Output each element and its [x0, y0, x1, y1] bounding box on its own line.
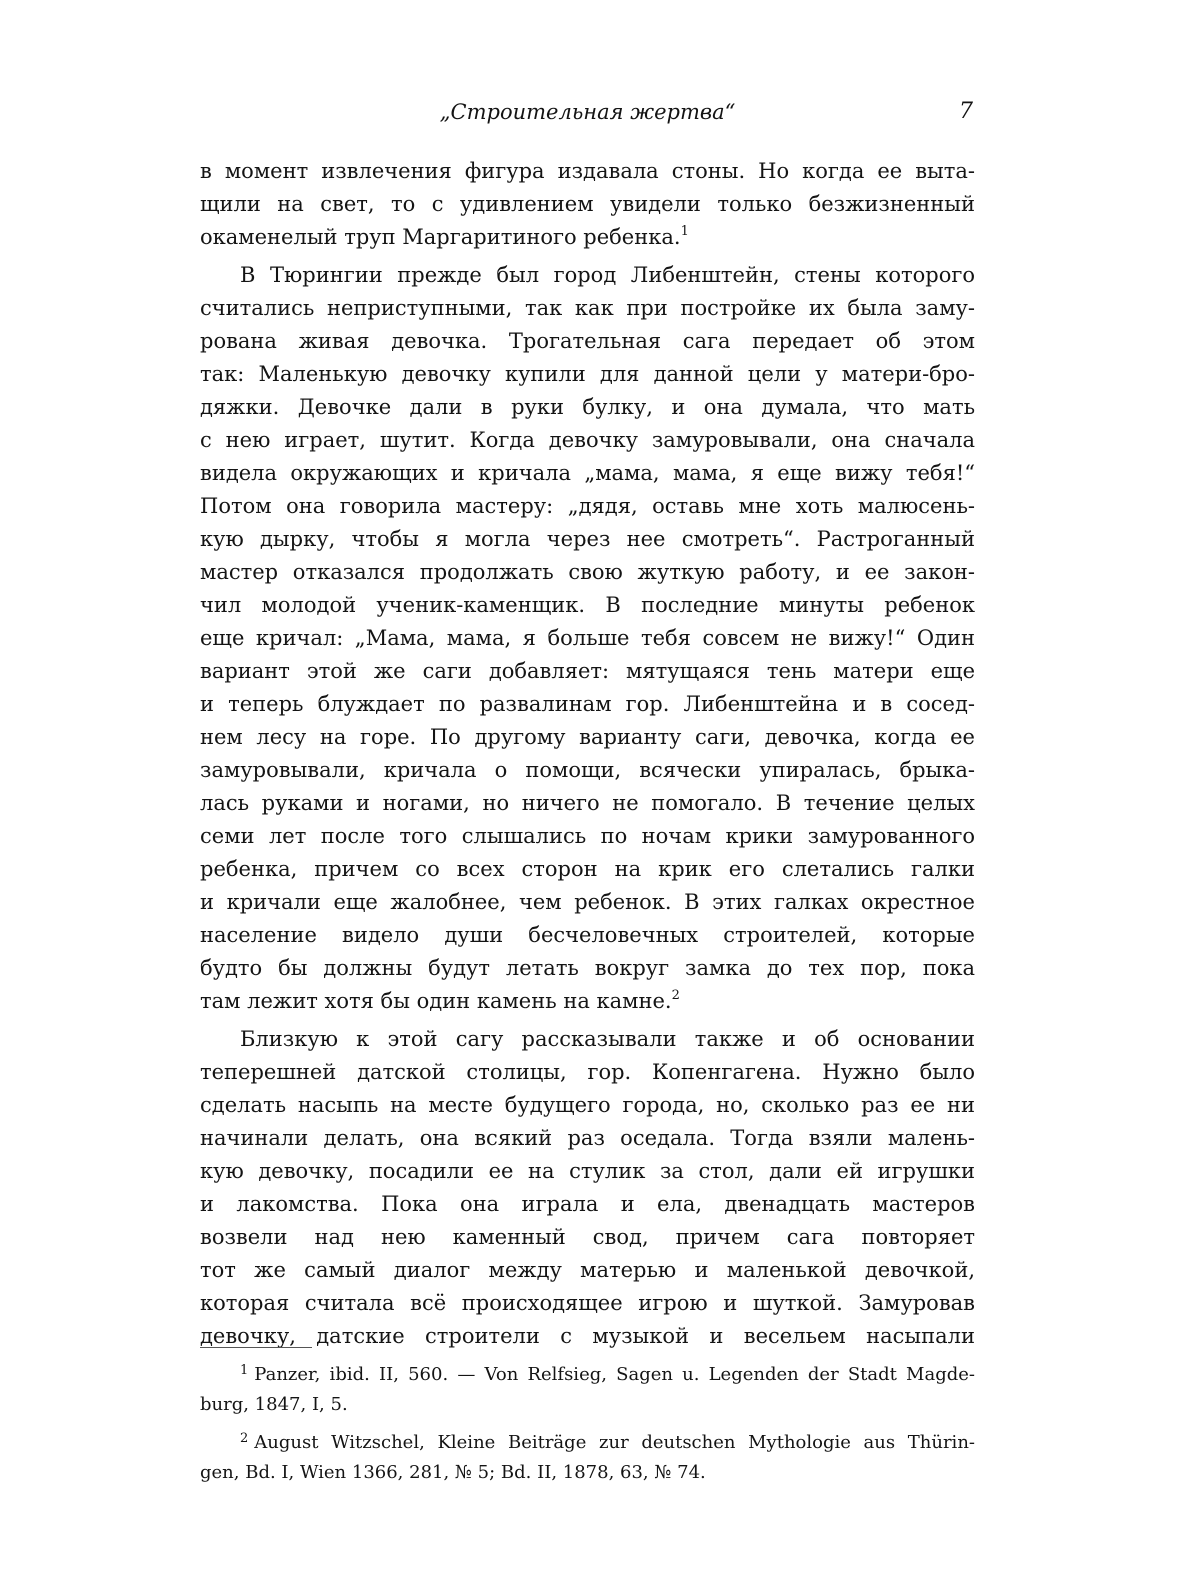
text-line: В Тюрингии прежде был город Либенштейн, стены которого — [240, 263, 975, 287]
text-line: считались неприступными, так как при постройке их была заму- — [200, 296, 975, 320]
running-title: „Строительная жертва“ — [439, 100, 736, 124]
text-line: семи лет после того слышались по ночам крики замурованного — [200, 824, 975, 848]
text-line: с нею играет, шутит. Когда девочку замуровывали, она сначала — [200, 428, 975, 452]
text-line: ребенка, причем со всех сторон на крик его слетались галки — [200, 857, 975, 881]
footnotes — [200, 1360, 975, 1488]
footnote-line: burg, 1847, I, 5. — [200, 1394, 348, 1415]
footnote-divider — [200, 1347, 312, 1348]
footnote-1 — [200, 1360, 975, 1420]
page-number: 7 — [959, 99, 973, 124]
text-line: Потом она говорила мастеру: „дядя, оставь мне хоть малюсень- — [200, 494, 975, 518]
text-line: кую дырку, чтобы я могла через нее смотреть“. Растроганный — [200, 527, 975, 551]
text-line: щили на свет, то с удивлением увидели только безжизненный — [200, 192, 975, 216]
text-line: возвели над нею каменный свод, причем сага повторяет — [200, 1225, 975, 1249]
text-line: дяжки. Девочке дали в руки булку, и она думала, что мать — [200, 395, 975, 419]
footnote-text: August Witzschel, Kleine Beiträge zur deutschen Mythologie aus Thürin- — [254, 1432, 975, 1453]
text-line-content: там лежит хотя бы один камень на камне. — [200, 989, 672, 1013]
text-line: будто бы должны будут летать вокруг замка до тех пор, пока — [200, 956, 975, 980]
text-line: тот же самый диалог между матерью и маленькой девочкой, — [200, 1258, 975, 1282]
text-line: мастер отказался продолжать свою жуткую работу, и ее закон- — [200, 560, 975, 584]
text-line: девочку, датские строители с музыкой и весельем насыпали — [200, 1324, 975, 1348]
text-line: рована живая девочка. Трогательная сага передает об этом — [200, 329, 975, 353]
text-line-content: окаменелый труп Маргаритиного ребенка. — [200, 225, 681, 249]
text-line: чил молодой ученик-каменщик. В последние минуты ребенок — [200, 593, 975, 617]
footnote-ref-2: 2 — [671, 988, 680, 1003]
text-line: Близкую к этой сагу рассказывали также и об основании — [240, 1027, 975, 1051]
text-line: начинали делать, она всякий раз оседала. Тогда взяли малень- — [200, 1126, 975, 1150]
footnote-text: Panzer, ibid. II, 560. — Von Relfsieg, Sagen u. Legenden der Stadt Magde- — [254, 1364, 975, 1385]
footnote-line — [200, 1360, 975, 1390]
text-line: еще кричал: „Мама, мама, я больше тебя совсем не вижу!“ Один — [200, 626, 975, 650]
text-line — [200, 985, 975, 1018]
text-line: сделать насыпь на месте будущего города, но, сколько раз ее ни — [200, 1093, 975, 1117]
text-line: и теперь блуждает по развалинам гор. Либенштейна и в сосед- — [200, 692, 975, 716]
footnote-number: 1 — [240, 1363, 249, 1378]
paragraph-2 — [200, 259, 975, 1018]
text-line: в момент извлечения фигура издавала стоны. Но когда ее выта- — [200, 159, 975, 183]
text-line: замуровывали, кричала о помощи, всячески упиралась, брыка- — [200, 758, 975, 782]
text-line: видела окружающих и кричала „мама, мама, я еще вижу тебя!“ — [200, 461, 975, 485]
footnote-2 — [200, 1428, 975, 1488]
text-line: теперешней датской столицы, гор. Копенгагена. Нужно было — [200, 1060, 975, 1084]
footnote-line: gen, Bd. I, Wien 1366, 281, № 5; Bd. II, 1878, 63, № 74. — [200, 1462, 706, 1483]
text-line: и лакомства. Пока она играла и ела, двенадцать мастеров — [200, 1192, 975, 1216]
book-page — [200, 0, 975, 1588]
text-line: кую девочку, посадили ее на стулик за стол, дали ей игрушки — [200, 1159, 975, 1183]
text-line: которая считала всё происходящее игрою и шуткой. Замуровав — [200, 1291, 975, 1315]
body-text — [200, 155, 975, 1353]
text-line: население видело души бесчеловечных строителей, которые — [200, 923, 975, 947]
paragraph-1 — [200, 155, 975, 254]
text-line: так: Маленькую девочку купили для данной цели у матери-бро- — [200, 362, 975, 386]
text-line: нем лесу на горе. По другому варианту саги, девочка, когда ее — [200, 725, 975, 749]
text-line: лась руками и ногами, но ничего не помогало. В течение целых — [200, 791, 975, 815]
text-line: вариант этой же саги добавляет: мятущаяся тень матери еще — [200, 659, 975, 683]
footnote-line — [200, 1428, 975, 1458]
running-head — [200, 96, 975, 128]
footnote-ref-1: 1 — [680, 224, 689, 239]
paragraph-3 — [200, 1023, 975, 1353]
text-line — [200, 221, 975, 254]
footnote-number: 2 — [240, 1431, 249, 1446]
text-line: и кричали еще жалобнее, чем ребенок. В этих галках окрестное — [200, 890, 975, 914]
